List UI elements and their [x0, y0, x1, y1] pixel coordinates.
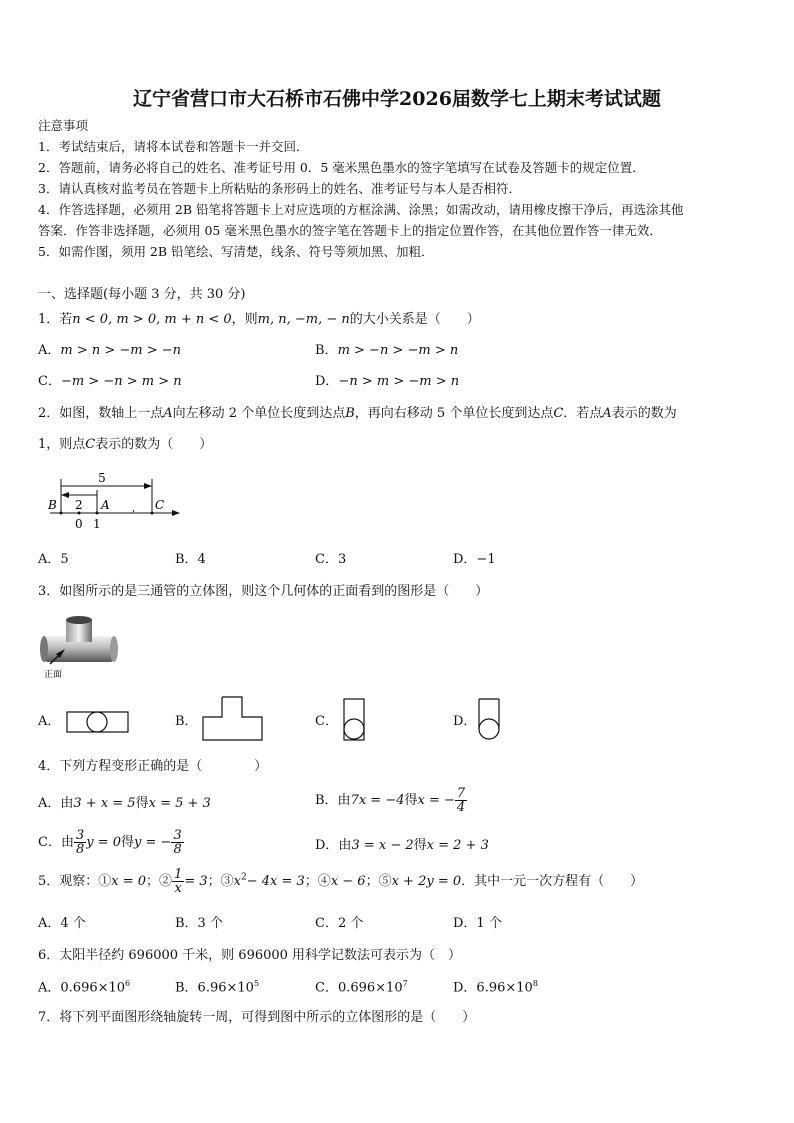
label-zero: 0: [75, 517, 83, 531]
q5-option-a: A．4 个: [38, 916, 86, 931]
q1-variables: m, n, −m, − n: [257, 312, 350, 327]
notice-item-5: 5．如需作图，须用 2B 铅笔绘、写清楚，线条、符号等须加黑、加粗．: [38, 244, 434, 259]
q6-option-d: D．$6.96\times 10^8$: [453, 979, 538, 996]
q6-option-a: A．$0.696\times 10^6$: [38, 979, 131, 996]
q6-option-b: B．$6.96\times 10^5$: [175, 979, 260, 996]
label-five: 5: [98, 471, 106, 485]
q2-option-d: D．−1: [453, 552, 496, 567]
q1-text-c: 的大小关系是（ ）: [349, 312, 480, 327]
notice-item-4-cont: 答案．作答非选择题，必须用 05 毫米黑色墨水的签字笔在答题卡上的指定位置作答，在其他位置作答一律无效．: [38, 223, 662, 238]
q1-text-b: ，则: [231, 312, 258, 327]
q4-option-b: B．由7x = −4得x = − $\frac{7}{4}$: [315, 786, 466, 815]
q3-option-a-label: A．: [38, 714, 61, 729]
q3-option-d-label: D．: [453, 714, 477, 729]
front-view-caption: 正面: [44, 670, 63, 680]
question-6-stem: 6．太阳半径约 696000 千米，则 696000 用科学记数法可表示为（ ）: [38, 948, 462, 963]
q3-option-c-figure: [342, 697, 368, 743]
notice-item-2: 2．答题前，请务必将自己的姓名、准考证号用 0．5 毫米黑色墨水的签字笔填写在试卷及答题卡的规定位置．: [38, 160, 645, 175]
question-1-stem: [38, 313, 480, 326]
q4-option-a: A．由3 + x = 5得x = 5 + 3: [38, 796, 211, 811]
notice-item-3: 3．请认真核对监考员在答题卡上所粘贴的条形码上的姓名、准考证号与本人是否相符．: [38, 181, 521, 196]
question-4-stem: 4．下列方程变形正确的是（ ）: [38, 759, 268, 774]
q5-option-d: D．1 个: [453, 916, 502, 931]
notice-heading: 注意事项: [38, 118, 89, 133]
notice-item-1: 1．考试结束后，请将本试卷和答题卡一并交回．: [38, 139, 309, 154]
q3-option-d-figure: [477, 697, 503, 743]
q1-option-b: B．m > −n > −m > n: [315, 343, 459, 358]
question-7-stem: 7．将下列平面图形绕轴旋转一周，可得到图中所示的立体图形的是（ ）: [38, 1010, 476, 1025]
notice-item-4: 4．作答选择题，必须用 2B 铅笔将答题卡上对应选项的方框涂满、涂黑；如需改动，请用橡皮擦干净后，再选涂其他: [38, 202, 684, 217]
page-title: 辽宁省营口市大石桥市石佛中学2026届数学七上期末考试试题: [133, 88, 661, 110]
q2-option-b: B．4: [175, 552, 206, 567]
q3-option-b-label: B．: [175, 714, 198, 729]
q2-option-a: A．5: [38, 552, 69, 567]
q4-option-d: D．由3 = x − 2得x = 2 + 3: [315, 838, 489, 853]
label-point-b: B: [48, 498, 57, 512]
tee-pipe-image: [38, 614, 122, 680]
number-line-figure: [40, 468, 190, 532]
q1-option-c: C．−m > −n > m > n: [38, 374, 182, 389]
q2-option-c: C．3: [315, 552, 347, 567]
question-2-stem-line2: 1，则点C表示的数为（ ）: [38, 437, 213, 452]
question-3-stem: 3．如图所示的是三通管的立体图，则这个几何体的正面看到的图形是（ ）: [38, 584, 489, 599]
question-5-stem: 5．观察：①x = 0；② $\frac{1}{x}$ = 3；$③x^2- 4x = 3$；④x − 6；⑤x + 2y = 0．其中一元一次方程有（ ）: [38, 867, 644, 896]
q1-condition: n < 0, m > 0, m + n < 0: [72, 312, 232, 327]
q4-option-c: C．由 $\frac{3}{8}$ y = 0得y = − $\frac{3}{8}$: [38, 828, 182, 857]
section-heading: 一、选择题(每小题 3 分，共 30 分): [38, 287, 246, 302]
question-2-stem-line1: 2．如图，数轴上一点A向左移动 2 个单位长度到达点B，再向右移动 5 个单位长度到达点C．若点A表示的数为: [38, 406, 677, 421]
q1-option-d: D．−n > m > −m > n: [315, 374, 460, 389]
q3-option-c-label: C．: [315, 714, 338, 729]
q1-text-a: 1．若: [38, 312, 73, 327]
q5-option-c: C．2 个: [315, 916, 364, 931]
q1-option-a: A．m > n > −m > −n: [38, 343, 182, 358]
q6-option-c: C．$0.696\times 10^7$: [315, 979, 408, 996]
svg-text:,: ,: [132, 503, 136, 514]
q5-option-b: B．3 个: [175, 916, 223, 931]
label-point-a: A: [101, 498, 110, 512]
q3-option-b-figure: [200, 695, 266, 743]
label-point-c: C: [155, 498, 165, 512]
label-two: 2: [75, 498, 83, 512]
q3-option-a-figure: [66, 709, 130, 735]
label-one: 1: [93, 517, 101, 531]
